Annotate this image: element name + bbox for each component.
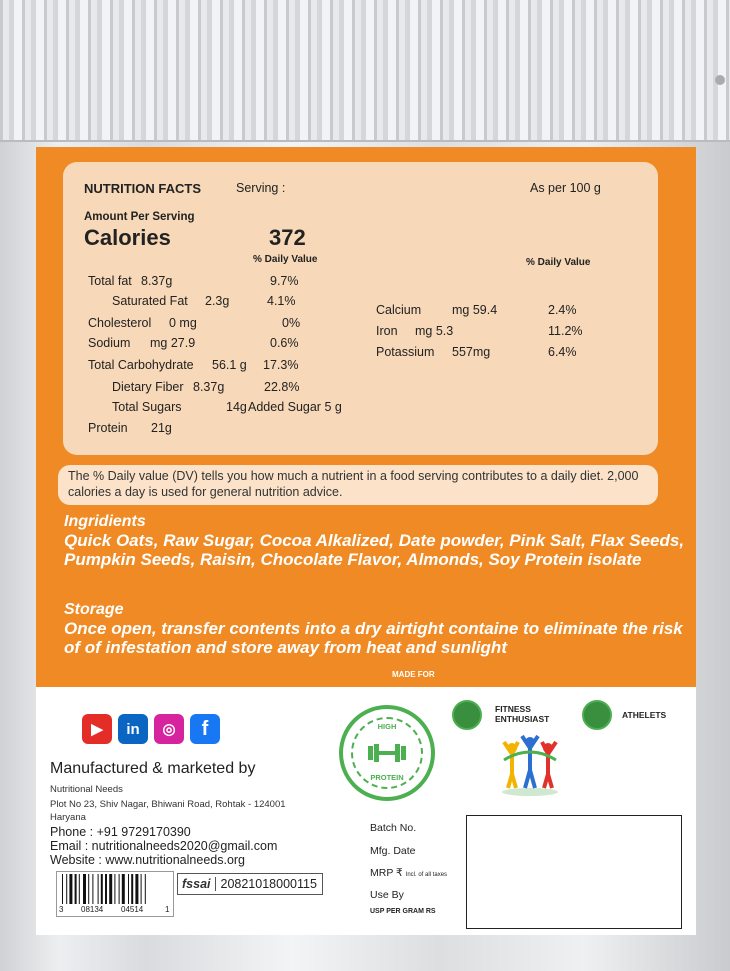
row-label: Total fat	[88, 274, 132, 288]
row-amount: 2.3g	[205, 294, 230, 308]
barcode-bar	[141, 874, 142, 904]
row-amount: mg 59.4	[452, 303, 498, 317]
website-text: Website : www.nutritionalneeds.org	[50, 853, 246, 867]
serving-value: As per 100 g	[530, 181, 601, 195]
row-amount: mg 5.3	[415, 324, 454, 338]
row-label: Saturated Fat	[112, 294, 188, 308]
facebook-icon[interactable]	[190, 714, 220, 744]
row-amount: 8.37g	[193, 380, 225, 394]
row-label: Calcium	[376, 303, 422, 317]
pouch-top-foil	[0, 0, 730, 140]
barcode-bar	[62, 874, 63, 904]
barcode-digit-left: 3	[59, 905, 64, 914]
youtube-icon[interactable]	[82, 714, 112, 744]
manufacturer-name: Nutritional Needs	[50, 784, 123, 795]
daily-value-note: The % Daily value (DV) tells you how much a nutrient in a food serving contributes to a daily diet. 2,000 calories a day is used for general nutrition advice.	[58, 465, 658, 505]
tear-notch	[715, 75, 725, 85]
manufacturer-heading: Manufactured & marketed by	[50, 760, 256, 777]
row-dv: 2.4%	[548, 303, 577, 317]
calories-value: 372	[269, 225, 306, 250]
row-dv: 0.6%	[270, 336, 299, 350]
badge-bottom-text: PROTEIN	[370, 773, 404, 782]
row-label: Iron	[376, 324, 398, 338]
ingredients-title: Ingridients	[64, 513, 146, 530]
youtube-glyph: ▶	[91, 721, 103, 738]
mfg-date-label: Mfg. Date	[370, 845, 416, 857]
people-figures-icon	[498, 730, 562, 796]
serving-label: Serving :	[236, 181, 286, 195]
seal-line	[0, 140, 730, 142]
row-dv: 9.7%	[270, 274, 299, 288]
phone-text: Phone : +91 9729170390	[50, 825, 191, 839]
row-amount: 0 mg	[169, 316, 197, 330]
dumbbell-icon	[366, 743, 408, 763]
row-amount: 14g	[226, 400, 247, 414]
row-label: Dietary Fiber	[112, 380, 184, 394]
instagram-glyph: ◎	[162, 721, 176, 738]
mrp-label	[370, 867, 447, 879]
row-amount: 8.37g	[141, 274, 173, 288]
usp-per-gram-label: USP PER GRAM RS	[370, 908, 436, 915]
fssai-box	[177, 873, 323, 895]
facebook-glyph: f	[201, 717, 209, 740]
row-dv: 0%	[282, 316, 301, 330]
nutrition-title: NUTRITION FACTS	[84, 181, 201, 196]
fitness-label: FITNESS ENTHUSIAST	[495, 704, 550, 724]
fitness-icon	[452, 700, 482, 730]
storage-section	[64, 600, 684, 657]
row-amount: 21g	[151, 421, 172, 435]
barcode-bar	[92, 874, 93, 904]
row-dv: 22.8%	[264, 380, 300, 394]
row-label: Sodium	[88, 336, 131, 350]
row-dv: 17.3%	[263, 358, 299, 372]
fssai-logo: fssai	[178, 877, 216, 891]
barcode-digit-right: 1	[165, 905, 170, 914]
row-label: Total Carbohydrate	[88, 358, 194, 372]
athletes-label: ATHELETS	[622, 710, 667, 720]
made-for-label: MADE FOR	[392, 670, 435, 679]
row-label: Cholesterol	[88, 316, 152, 330]
barcode-bar	[105, 874, 107, 904]
barcode-bar	[83, 874, 86, 904]
mrp-text: MRP ₹	[370, 867, 403, 879]
row-label: Potassium	[376, 345, 435, 359]
row-dv: 6.4%	[548, 345, 577, 359]
batch-info-box	[466, 815, 682, 929]
calories-label: Calories	[84, 225, 171, 250]
row-label: Total Sugars	[112, 400, 182, 414]
barcode-bar	[88, 874, 89, 904]
barcode-bar	[135, 874, 138, 904]
mrp-note: Incl. of all taxes	[405, 872, 448, 878]
barcode-bar	[79, 874, 80, 904]
storage-text: Once open, transfer contents into a dry airtight containe to eliminate the risk of of infestation and store away from heat and sunlight	[64, 619, 683, 657]
barcode-bars	[58, 874, 174, 906]
barcode-bar	[109, 874, 112, 904]
linkedin-icon[interactable]	[118, 714, 148, 744]
barcode-digits-group1: 08134	[81, 905, 104, 914]
row-dv: Added Sugar 5 g	[248, 400, 342, 414]
row-amount: 56.1 g	[212, 358, 247, 372]
row-dv: 11.2%	[548, 324, 583, 338]
manufacturer-state: Haryana	[50, 812, 86, 823]
badge-top-text: HIGH	[377, 722, 397, 731]
barcode-bar	[101, 874, 103, 904]
ingredients-text: Quick Oats, Raw Sugar, Cocoa Alkalized, Date powder, Pink Salt, Flax Seeds, Pumpkin Seeds, Raisin, Chocolate Flavor, Almonds, Soy Protein isolate	[64, 531, 685, 569]
instagram-icon[interactable]	[154, 714, 184, 744]
dv-header-right: % Daily Value	[526, 257, 591, 268]
row-amount: mg 27.9	[150, 336, 196, 350]
row-dv: 4.1%	[267, 294, 296, 308]
athletes-icon	[582, 700, 612, 730]
ingredients-section	[64, 512, 689, 569]
row-amount: 557mg	[452, 345, 491, 359]
barcode-bar	[66, 874, 67, 904]
fssai-number: 20821018000115	[220, 877, 317, 891]
barcode-bar	[119, 874, 120, 904]
barcode	[56, 871, 174, 917]
dv-header-left: % Daily Value	[253, 254, 318, 265]
use-by-label: Use By	[370, 889, 404, 901]
barcode-bar	[122, 874, 125, 904]
nutrition-facts-box	[63, 162, 658, 455]
barcode-digits-group2: 04514	[121, 905, 144, 914]
barcode-bar	[69, 874, 72, 904]
barcode-bar	[128, 874, 129, 904]
linkedin-glyph: in	[126, 720, 140, 738]
high-protein-badge	[339, 705, 435, 801]
barcode-bar	[145, 874, 146, 904]
batch-label: Batch No.	[370, 822, 417, 834]
barcode-bar	[98, 874, 99, 904]
barcode-bar	[131, 874, 133, 904]
amount-per-serving: Amount Per Serving	[84, 211, 195, 223]
row-label: Protein	[88, 421, 128, 435]
barcode-bar	[114, 874, 115, 904]
barcode-bar	[75, 874, 77, 904]
manufacturer-address: Plot No 23, Shiv Nagar, Bhiwani Road, Rohtak - 124001	[50, 799, 286, 810]
storage-title: Storage	[64, 601, 124, 618]
email-text: Email : nutritionalneeds2020@gmail.com	[50, 839, 278, 853]
